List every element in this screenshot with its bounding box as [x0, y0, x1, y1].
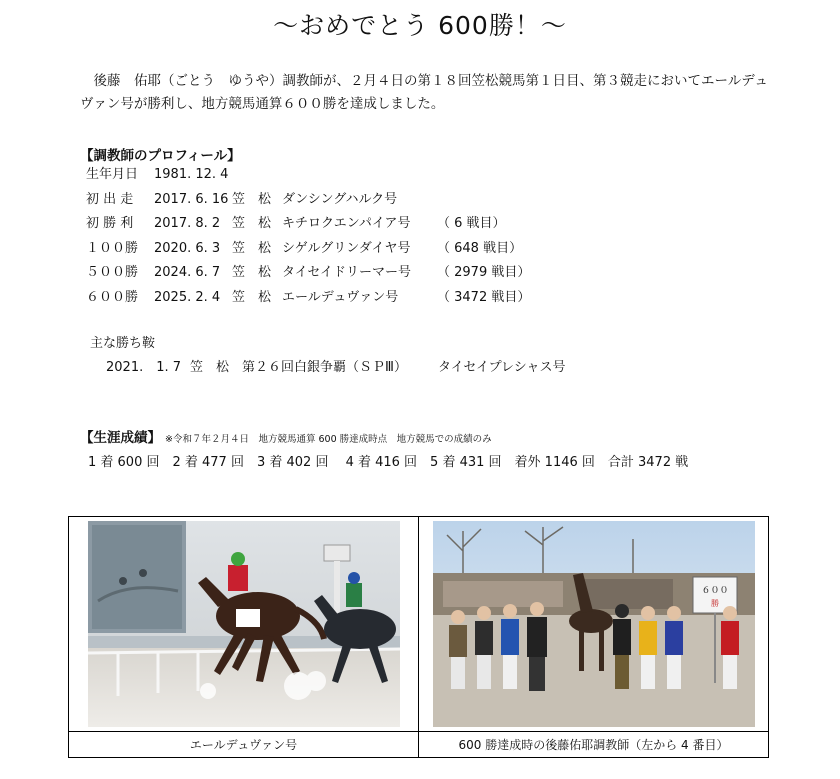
career-heading-line [80, 426, 492, 446]
photo-table [68, 516, 769, 758]
profile-row-600-wins [86, 286, 530, 311]
profile-horse: エールデュヴァン号 [282, 289, 399, 305]
profile-label: 初 出 走 [86, 191, 134, 207]
profile-note: （ 2979 戦目） [437, 265, 531, 280]
racehorse-photo [88, 521, 400, 727]
profile-heading: 【調教師のプロフィール】 [80, 148, 241, 164]
photo-sign-unit: 勝 [710, 599, 719, 608]
profile-date: 2017. 8. 2 [154, 216, 221, 231]
photo-sign-number: ６００ [700, 586, 729, 596]
profile-note: （ 6 戦目） [437, 216, 506, 231]
profile-label: ６００勝 [86, 289, 139, 305]
profile-track: 笠 松 [232, 191, 272, 207]
profile-row-100-wins [86, 237, 530, 262]
main-wins-date: 2021. 1. 7 [106, 360, 182, 375]
profile-date: 2024. 6. 7 [154, 265, 221, 280]
profile-date: 2017. 6. 16 [154, 191, 229, 207]
racehorse-photo-icon [88, 521, 400, 727]
photo-caption-right: 600 勝達成時の後藤佑耶調教師（左から 4 番目） [419, 732, 769, 758]
profile-label: 初 勝 利 [86, 216, 134, 231]
profile-track: 笠 松 [232, 265, 272, 280]
photo-caption-left: エールデュヴァン号 [69, 732, 419, 758]
profile-label: １００勝 [86, 240, 139, 256]
group-photo-icon [433, 521, 755, 727]
profile-date: 2020. 6. 3 [154, 240, 221, 256]
profile-row-500-wins [86, 261, 530, 286]
profile-horse: ダンシングハルク号 [282, 191, 398, 207]
photo-cell-right [419, 517, 769, 732]
career-record: 1 着 600 回 2 着 477 回 3 着 402 回 4 着 416 回 5 着 431 回 着外 1146 回 合計 3472 戦 [88, 455, 689, 470]
intro-paragraph: 後藤 佑耶（ごとう ゆうや）調教師が、２月４日の第１８回笠松競馬第１日目、第３競走においてエールデュヴァン号が勝利し、地方競馬通算６００勝を達成しました。 [80, 73, 768, 112]
profile-label: ５００勝 [86, 265, 139, 280]
group-photo [433, 521, 755, 727]
profile-row-birth [86, 163, 530, 188]
profile-date: 1981. 12. 4 [154, 167, 229, 182]
profile-horse: キチロクエンパイア号 [282, 216, 411, 231]
main-wins-row [106, 356, 565, 375]
page-title: ～おめでとう 600勝！～ [273, 11, 567, 40]
profile-horse: シゲルグリンダイヤ号 [282, 240, 411, 256]
main-wins-label: 主な勝ち鞍 [90, 336, 156, 351]
profile-row-first-start [86, 188, 530, 213]
main-wins-horse: タイセイプレシャス号 [438, 360, 566, 375]
profile-horse: タイセイドリーマー号 [282, 265, 411, 280]
profile-list [86, 163, 530, 310]
main-wins-race: 第２６回白銀争覇（ＳＰⅢ） [242, 360, 407, 375]
career-heading: 【生涯成績】 [80, 430, 161, 446]
profile-note: （ 3472 戦目） [437, 289, 531, 305]
profile-track: 笠 松 [232, 240, 272, 256]
profile-track: 笠 松 [232, 289, 272, 305]
profile-date: 2025. 2. 4 [154, 289, 221, 305]
profile-row-first-win [86, 212, 530, 237]
profile-note: （ 648 戦目） [437, 240, 523, 256]
career-note: ※令和７年２月４日 地方競馬通算 600 勝達成時点 地方競馬での成績のみ [165, 434, 492, 445]
photo-cell-left [69, 517, 419, 732]
profile-label: 生年月日 [86, 167, 139, 182]
main-wins-track: 笠 松 [190, 360, 230, 375]
profile-track: 笠 松 [232, 216, 272, 231]
